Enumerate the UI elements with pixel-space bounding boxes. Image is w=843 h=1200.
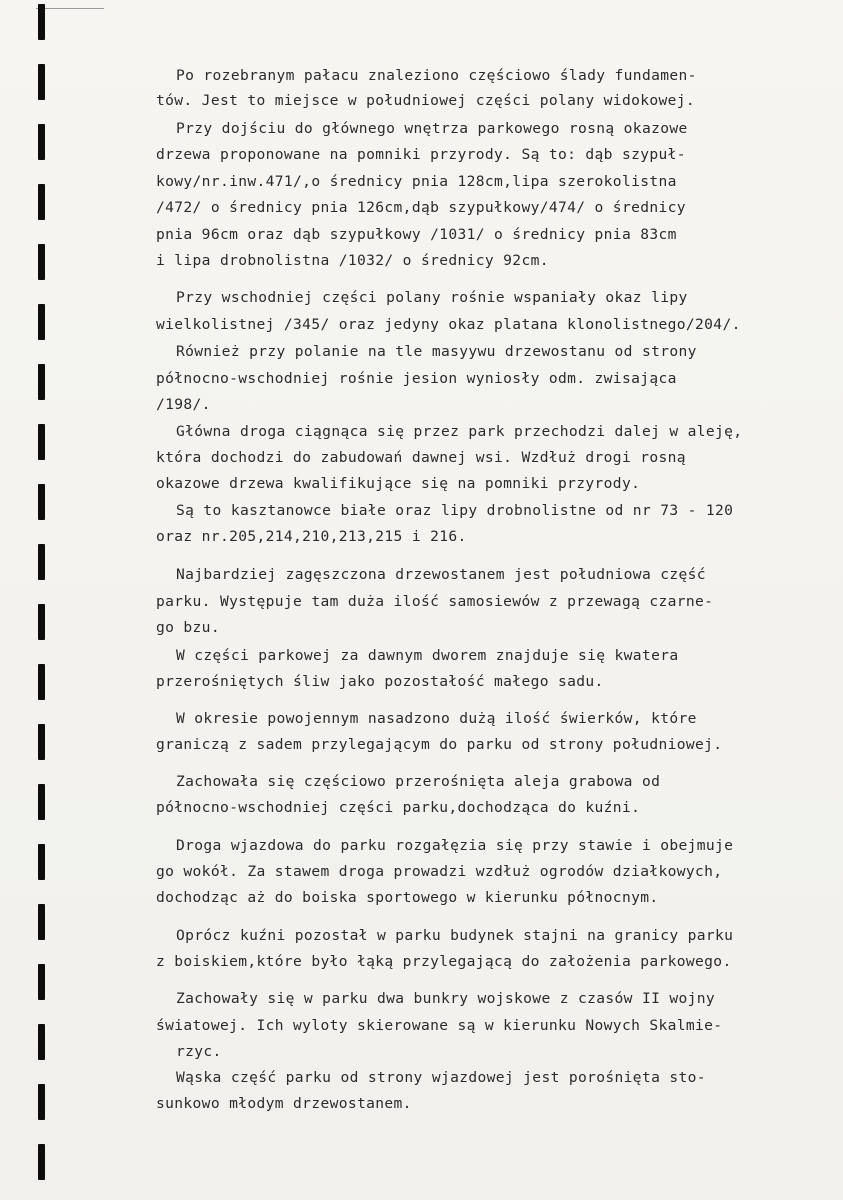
text-line: i lipa drobnolistna /1032/ o średnicy 92cm. — [156, 252, 549, 269]
text-line: parku. Występuje tam duża ilość samosiewów z przewagą czarne- — [156, 593, 714, 610]
punch-hole — [38, 604, 45, 640]
text-line: go wokół. Za stawem droga prowadzi wzdłuż ogrodów działkowych, — [156, 863, 723, 880]
text-line: go bzu. — [156, 619, 220, 636]
text-line: Wąska część parku od strony wjazdowej jest porośnięta sto- — [176, 1069, 706, 1086]
text-line: okazowe drzewa kwalifikujące się na pomniki przyrody. — [156, 475, 641, 492]
punch-hole — [38, 784, 45, 820]
text-line: drzewa proponowane na pomniki przyrody. Są to: dąb szypuł- — [156, 146, 686, 163]
punch-hole — [38, 1024, 45, 1060]
punch-hole — [38, 1144, 45, 1180]
punch-hole — [38, 244, 45, 280]
text-line: Przy dojściu do głównego wnętrza parkowego rosną okazowe — [176, 120, 688, 137]
text-line: pnia 96cm oraz dąb szypułkowy /1031/ o średnicy pnia 83cm — [156, 226, 677, 243]
punch-hole — [38, 544, 45, 580]
text-line: północno-wschodniej rośnie jesion wyniosły odm. zwisająca — [156, 370, 677, 387]
punch-hole — [38, 484, 45, 520]
text-line: Główna droga ciągnąca się przez park przechodzi dalej w aleję, — [176, 423, 743, 440]
text-line: Po rozebranym pałacu znaleziono częściowo ślady fundamen- — [176, 67, 697, 84]
text-line: Są to kasztanowce białe oraz lipy drobnolistne od nr 73 - 120 — [176, 502, 734, 519]
text-line: która dochodzi do zabudowań dawnej wsi. Wzdłuż drogi rosną — [156, 449, 686, 466]
text-line: przerośniętych śliw jako pozostałość małego sadu. — [156, 673, 604, 690]
punch-hole — [38, 724, 45, 760]
text-line: Zachowały się w parku dwa bunkry wojskowe z czasów II wojny — [176, 990, 716, 1007]
punch-hole — [38, 964, 45, 1000]
text-line: wielkolistnej /345/ oraz jedyny okaz platana klonolistnego/204/. — [156, 316, 741, 333]
punch-hole — [38, 424, 45, 460]
text-line: Przy wschodniej części polany rośnie wspaniały okaz lipy — [176, 289, 688, 306]
binding-holes — [0, 0, 60, 1200]
text-line: Również przy polanie na tle masyywu drzewostanu od strony — [176, 343, 697, 360]
punch-hole — [38, 304, 45, 340]
text-line: W części parkowej za dawnym dworem znajduje się kwatera — [176, 647, 679, 664]
text-line: oraz nr.205,214,210,213,215 i 216. — [156, 528, 467, 545]
punch-hole — [38, 124, 45, 160]
punch-hole — [38, 184, 45, 220]
text-line: Najbardziej zagęszczona drzewostanem jest południowa część — [176, 566, 706, 583]
text-line: Oprócz kuźni pozostał w parku budynek stajni na granicy parku — [176, 927, 734, 944]
punch-hole — [38, 664, 45, 700]
text-line: światowej. Ich wyloty skierowane są w kierunku Nowych Skalmie- — [156, 1017, 723, 1034]
text-line: Droga wjazdowa do parku rozgałęzia się przy stawie i obejmuje — [176, 837, 734, 854]
punch-hole — [38, 1084, 45, 1120]
text-line: graniczą z sadem przylegającym do parku od strony południowej. — [156, 736, 723, 753]
text-line: /198/. — [156, 396, 211, 413]
text-line: kowy/nr.inw.471/,o średnicy pnia 128cm,lipa szerokolistna — [156, 173, 677, 190]
punch-hole — [38, 364, 45, 400]
text-line: W okresie powojennym nasadzono dużą ilość świerków, które — [176, 710, 697, 727]
text-line: dochodząc aż do boiska sportowego w kierunku północnym. — [156, 889, 659, 906]
text-line: sunkowo młodym drzewostanem. — [156, 1095, 412, 1112]
text-line: /472/ o średnicy pnia 126cm,dąb szypułkowy/474/ o średnicy — [156, 199, 686, 216]
text-line: z boiskiem,które było łąką przylegającą do założenia parkowego. — [156, 953, 732, 970]
text-line: północno-wschodniej części parku,dochodząca do kuźni. — [156, 799, 641, 816]
text-line: tów. Jest to miejsce w południowej części polany widokowej. — [156, 92, 696, 109]
punch-hole — [38, 64, 45, 100]
text-line: rzyc. — [176, 1043, 222, 1060]
punch-hole — [38, 4, 45, 40]
text-line: Zachowała się częściowo przerośnięta aleja grabowa od — [176, 773, 661, 790]
punch-hole — [38, 904, 45, 940]
punch-hole — [38, 844, 45, 880]
